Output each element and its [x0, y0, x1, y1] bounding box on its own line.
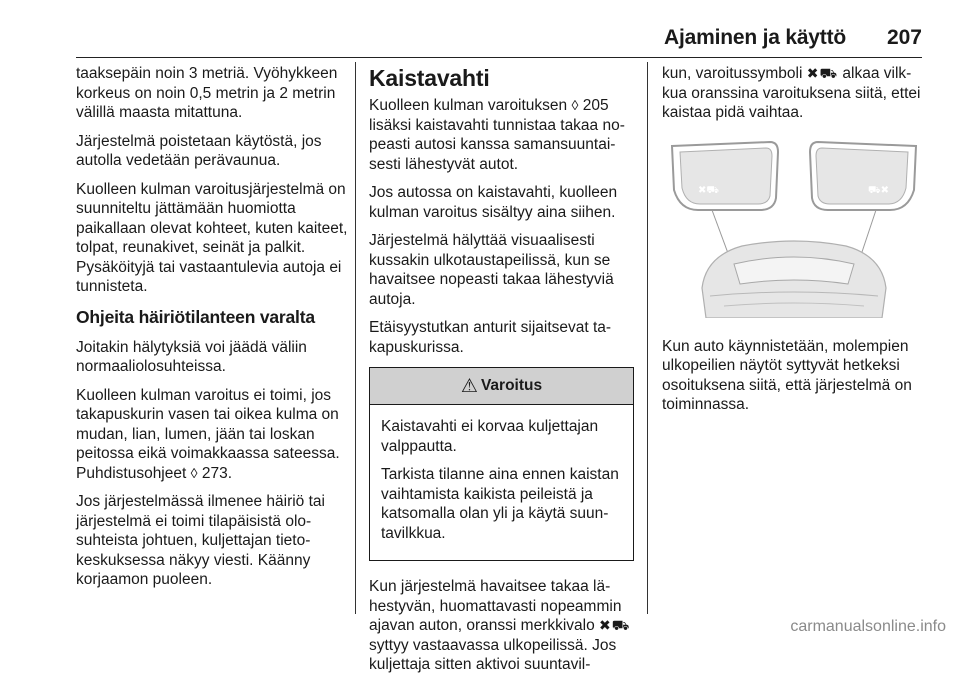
paragraph: Järjestelmä poistetaan käytöstä, jos autolla vedetään perävaunua.	[76, 132, 322, 169]
column-1	[76, 64, 348, 599]
right-mirror-icon	[810, 142, 916, 210]
warning-paragraph: Tarkista tilanne aina ennen kaistan vaihtamista kaikista peileistä ja katsomalla olan yli ja käytä suuntavilkkua.	[381, 466, 619, 542]
page-reference: 273.	[197, 464, 233, 482]
paragraph: Kuolleen kulman varoituksen ◊ 205 lisäksi kaistavahti tunnistaa takaa nopeasti autosi kanssa samansuuntaisesti lähestyvät autot.	[369, 97, 625, 173]
paragraph: Joitakin hälytyksiä voi jäädä väliin normaaliolosuhteissa.	[76, 338, 307, 375]
warning-icon: ⚠	[460, 375, 478, 397]
lane-change-warning-icon: ✖⛟	[806, 65, 839, 81]
paragraph: Jos järjestelmässä ilmenee häiriö tai järjestelmä ei toimi tilapäisistä olosuhteista johtuen, kuljettajan tietokeskuksessa näkyy viesti. Käänny korjaamon puoleen.	[76, 493, 325, 588]
watermark: carmanualsonline.info	[790, 618, 946, 635]
paragraph: Etäisyystutkan anturit sijaitsevat takapuskurissa.	[369, 319, 612, 356]
paragraph: Kun auto käynnistetään, molempien ulkopeilien näytöt syttyvät hetkeksi osoituksena siitä, että järjestelmä on toiminnassa.	[662, 337, 912, 413]
page-header	[0, 0, 960, 60]
paragraph: Jos autossa on kaistavahti, kuolleen kulman varoitus sisältyy aina siihen.	[369, 184, 618, 221]
svg-text:⛟✖: ⛟✖	[868, 184, 889, 196]
paragraph: Järjestelmä hälyttää visuaalisesti kussakin ulkotaustapeilissä, kun se havaitsee nopeasti takaa lähestyviä autoja.	[369, 232, 614, 308]
header-rule	[76, 57, 922, 58]
page-reference: 205	[578, 97, 609, 114]
warning-box	[369, 367, 634, 561]
left-mirror-icon	[672, 142, 778, 210]
page-number: 207	[886, 26, 922, 49]
paragraph: taaksepäin noin 3 metriä. Vyöhykkeen korkeus on noin 0,5 metrin ja 2 metrin välillä maasta mitattuna.	[76, 65, 338, 121]
warning-paragraph: Kaistavahti ei korvaa kuljettajan valppautta.	[381, 418, 599, 455]
subheading-troubleshooting: Ohjeita häiriötilanteen varalta	[76, 306, 315, 327]
section-title: Ajaminen ja käyttö	[664, 26, 846, 49]
paragraph: Kuolleen kulman varoitusjärjestelmä on suunniteltu jättämään huomiotta paikallaan olevat kohteet, kuten kaiteet, tolpat, reunakivet, seinät ja palkit. Pysäköityjä tai vastaantulevia autoja ei tunnisteta.	[76, 180, 348, 295]
column-divider	[647, 62, 648, 614]
paragraph: kun, varoitussymboli ✖⛟ alkaa vilkkua oranssina varoituksena siitä, ettei kaistaa pidä vaihtaa.	[662, 65, 921, 121]
warning-header	[370, 368, 633, 405]
warning-title: Varoitus	[480, 377, 543, 394]
car-rear-icon	[702, 241, 886, 318]
page-reference-icon: ◊	[190, 464, 198, 481]
warning-body	[370, 405, 633, 560]
svg-text:✖⛟: ✖⛟	[698, 184, 719, 196]
paragraph: Kuolleen kulman varoitus ei toimi, jos takapuskurin vasen tai oikea kulma on mudan, lian, lumen, jään tai loskan peitossa eikä voimakkaassa sateessa. Puhdistusohjeet ◊ 273.	[76, 386, 340, 482]
section-heading-kaistavahti: Kaistavahti	[369, 65, 490, 91]
page-reference-icon: ◊	[571, 97, 579, 113]
side-mirror-illustration	[662, 138, 926, 318]
lane-change-warning-icon: ✖⛟	[599, 617, 631, 633]
column-2	[369, 64, 634, 684]
paragraph: Kun järjestelmä havaitsee takaa lähestyvän, huomattavasti nopeammin ajavan auton, oranssi merkkivalo ✖⛟ syttyy vastaavassa ulkopeilissä. Jos kuljettaja sitten aktivoi suuntavil-	[369, 578, 631, 673]
column-divider	[355, 62, 356, 614]
column-3	[662, 64, 924, 424]
